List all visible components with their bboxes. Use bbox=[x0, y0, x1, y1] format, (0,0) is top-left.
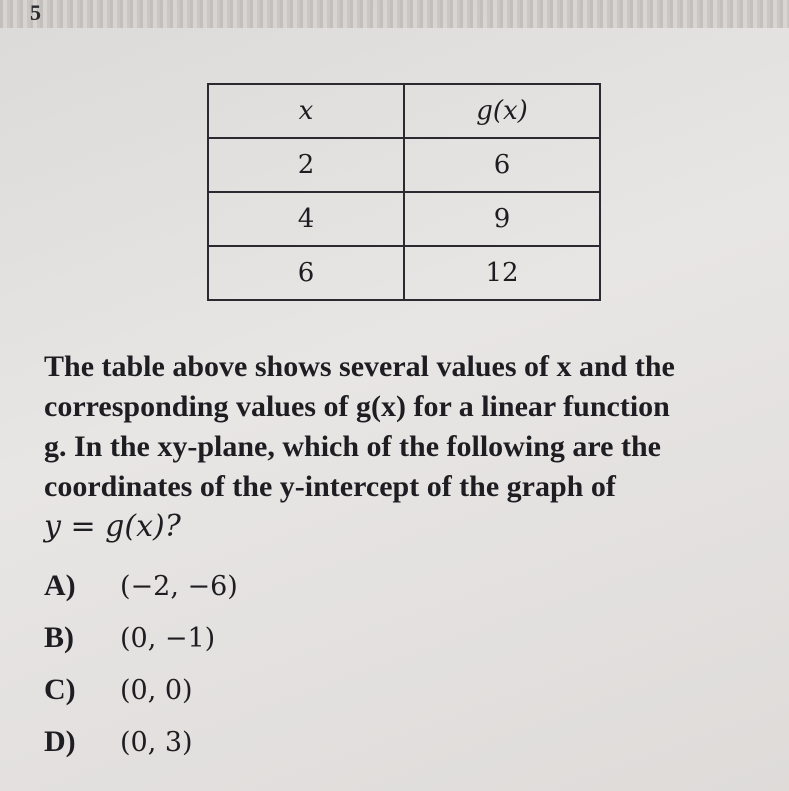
choice-c[interactable] bbox=[44, 664, 238, 716]
table-row bbox=[208, 192, 600, 246]
question-line: corresponding values of g(x) for a linear function bbox=[44, 390, 670, 423]
choice-answer: (0, 3) bbox=[120, 726, 193, 758]
question-line: y = g(x)? bbox=[44, 509, 181, 544]
choice-letter: D) bbox=[44, 725, 76, 758]
choice-letter: C) bbox=[44, 673, 76, 706]
choice-a[interactable] bbox=[44, 560, 238, 612]
choice-answer: (−2, −6) bbox=[120, 570, 238, 602]
header-gx: g(x) bbox=[404, 84, 600, 138]
values-table bbox=[207, 83, 601, 301]
cell-gx: 6 bbox=[404, 138, 600, 192]
page-top-edge bbox=[0, 0, 789, 28]
choice-answer: (0, 0) bbox=[120, 674, 193, 706]
question-line: coordinates of the y-intercept of the graph of bbox=[44, 470, 616, 503]
table-header-row bbox=[208, 84, 600, 138]
table-row bbox=[208, 246, 600, 300]
answer-choices bbox=[44, 560, 238, 768]
header-x: x bbox=[208, 84, 404, 138]
question-line: g. In the xy-plane, which of the following are the bbox=[44, 430, 661, 463]
cell-gx: 12 bbox=[404, 246, 600, 300]
table-row bbox=[208, 138, 600, 192]
cell-gx: 9 bbox=[404, 192, 600, 246]
choice-b[interactable] bbox=[44, 612, 238, 664]
question-line: The table above shows several values of x and the bbox=[44, 350, 675, 383]
choice-d[interactable] bbox=[44, 716, 238, 768]
cell-x: 6 bbox=[208, 246, 404, 300]
choice-letter: A) bbox=[44, 569, 76, 602]
question-number: 5 bbox=[30, 0, 41, 25]
cell-x: 2 bbox=[208, 138, 404, 192]
cell-x: 4 bbox=[208, 192, 404, 246]
choice-answer: (0, −1) bbox=[120, 622, 216, 654]
choice-letter: B) bbox=[44, 621, 74, 654]
question-text bbox=[44, 347, 764, 547]
